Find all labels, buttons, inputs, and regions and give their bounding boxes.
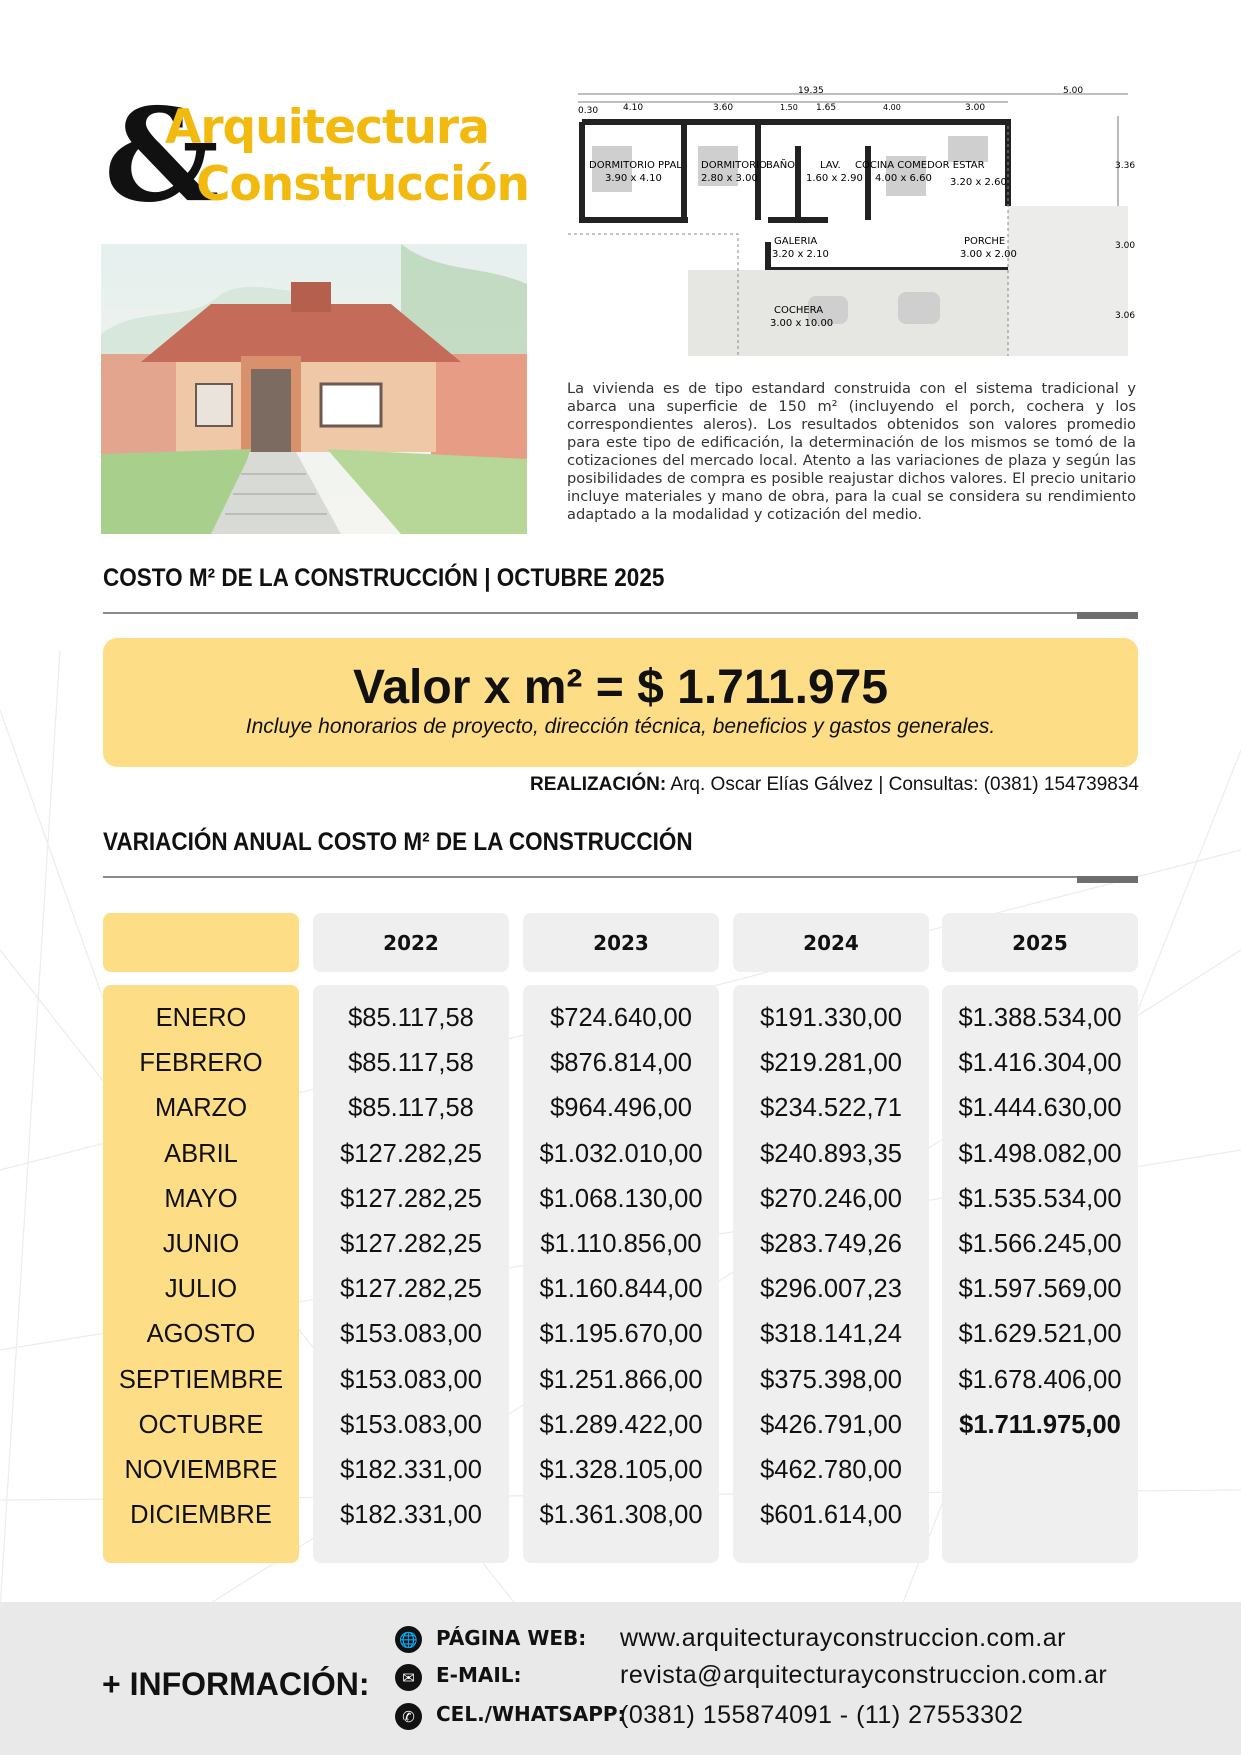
annual-table-rule: [103, 876, 1138, 878]
room-porche-size: 3.00 x 2.00: [960, 249, 1017, 260]
room-cocina-size: 4.00 x 6.60: [875, 173, 932, 184]
table-cell: $191.330,00: [760, 1004, 902, 1032]
plan-dim-1: 0.30: [578, 106, 599, 116]
table-cell: $1.566.245,00: [958, 1230, 1122, 1258]
room-extra-size: 3.20 x 2.60: [950, 177, 1007, 188]
table-cell: $876.814,00: [550, 1049, 692, 1078]
table-cell: $270.246,00: [760, 1184, 902, 1213]
plan-dim-7: 3.00: [965, 103, 986, 113]
footer-title: + INFORMACIÓN:: [102, 1666, 370, 1702]
table-cell: $153.083,00: [340, 1320, 482, 1349]
plan-dim-6: 4.00: [883, 103, 901, 112]
value-note: Incluye honorarios de proyecto, dirección técnica, beneficios y gastos generales.: [245, 715, 996, 738]
plan-dim-side-1: 3.36: [1115, 161, 1136, 171]
month-label: ENERO: [155, 1004, 247, 1032]
table-cell: $375.398,00: [760, 1365, 902, 1394]
table-cell: $153.083,00: [340, 1410, 482, 1439]
plan-dim-2: 4.10: [623, 103, 644, 113]
cost-section-rule: [103, 612, 1138, 614]
plan-dim-5: 1.65: [816, 103, 837, 113]
table-cell: $182.331,00: [340, 1456, 482, 1484]
table-cell: $1.498.082,00: [958, 1139, 1122, 1168]
table-cell: $1.251.866,00: [539, 1365, 703, 1394]
plan-dim-side-2: 3.00: [1115, 241, 1136, 251]
month-label: OCTUBRE: [138, 1410, 264, 1439]
footer: [0, 1602, 1241, 1755]
table-header-2022: 2022: [313, 913, 509, 972]
room-dormitorio-size: 2.80 x 3.00: [701, 173, 758, 184]
whatsapp-icon: ✆: [395, 1703, 422, 1730]
phone-label: CEL./WHATSAPP:: [436, 1702, 626, 1726]
table-cell: $127.282,25: [340, 1184, 482, 1213]
table-cell: $85.117,58: [348, 1094, 474, 1123]
room-cochera-size: 3.00 x 10.00: [770, 318, 834, 329]
year-2025-column: [942, 985, 1138, 1563]
months-column: [103, 985, 299, 1563]
table-cell: $1.328.105,00: [539, 1456, 703, 1484]
year-2023-column: [523, 985, 719, 1563]
logo-word-construccion: Construcción: [196, 157, 529, 212]
room-cocina: COCINA COMEDOR ESTAR: [855, 160, 985, 171]
table-cell: $182.331,00: [340, 1501, 482, 1530]
table-header-2023: 2023: [523, 913, 719, 972]
house-description: La vivienda es de tipo estandard construida con el sistema tradicional y abarca una superficie de 150 m² (incluyendo el porch, cochera y los correspondientes aleros). Los resultados obtenidos son valores promedio para este tipo de edificación, la determinación de los mismos se tomó de la cotizaciones del mercado local. Atento a las variaciones de plaza y según las posibilidades de compra es posible reajustar dichos valores. El precio unitario incluye materiales y mano de obra, para la cual se considera su rendimiento adaptado a la modalidad y cotización del medio.: [567, 380, 1136, 523]
floor-plan-diagram: [568, 86, 1136, 358]
web-label: PÁGINA WEB:: [436, 1626, 587, 1650]
table-cell: $1.678.406,00: [958, 1365, 1122, 1394]
email-link[interactable]: revista@arquitecturayconstruccion.com.ar: [620, 1661, 1108, 1689]
month-label: SEPTIEMBRE: [118, 1365, 284, 1394]
table-cell: $234.522,71: [760, 1094, 902, 1123]
year-2022-column: [313, 985, 509, 1563]
table-cell: $296.007,23: [760, 1275, 902, 1304]
table-cell: $462.780,00: [760, 1456, 902, 1484]
realizacion-line: [530, 774, 1139, 796]
room-bano-size: 1.60 x 2.90: [806, 173, 863, 184]
month-label: JULIO: [164, 1275, 238, 1304]
table-cell: $1.535.534,00: [958, 1184, 1122, 1213]
email-label: E-MAIL:: [436, 1663, 522, 1687]
table-cell: $240.893,35: [760, 1139, 902, 1168]
month-label: AGOSTO: [146, 1320, 256, 1349]
table-cell: $219.281,00: [760, 1049, 902, 1078]
plan-dim-4: 1.50: [780, 103, 798, 112]
cost-section-rule-tab: [1077, 612, 1138, 619]
plan-dim-total: 19.35: [798, 86, 824, 96]
month-label: JUNIO: [162, 1230, 240, 1258]
plan-dim-3: 3.60: [713, 103, 734, 113]
room-galeria: GALERIA: [774, 236, 818, 247]
table-cell: $1.629.521,00: [958, 1320, 1122, 1349]
realizacion-text: Arq. Oscar Elías Gálvez | Consultas: (0381) 154739834: [670, 774, 1139, 795]
room-cochera: COCHERA: [774, 305, 824, 316]
table-cell: $426.791,00: [760, 1410, 902, 1439]
month-label: NOVIEMBRE: [124, 1456, 278, 1484]
annual-table-title: VARIACIÓN ANUAL COSTO M² DE LA CONSTRUCCIÓN: [103, 828, 693, 856]
month-label: ABRIL: [164, 1139, 238, 1168]
annual-table-rule-tab: [1077, 876, 1138, 883]
logo-word-arquitectura: Arquitectura: [165, 100, 489, 155]
month-label: DICIEMBRE: [130, 1501, 272, 1530]
table-cell: $1.195.670,00: [539, 1320, 703, 1349]
email-icon: ✉: [395, 1664, 422, 1691]
month-label: MARZO: [154, 1094, 248, 1123]
table-cell: $318.141,24: [760, 1320, 902, 1349]
table-header-2024: 2024: [733, 913, 929, 972]
table-cell: $283.749,26: [760, 1230, 902, 1258]
table-cell: $127.282,25: [340, 1275, 482, 1304]
table-cell: $1.068.130,00: [539, 1184, 703, 1213]
realizacion-label: REALIZACIÓN:: [530, 774, 667, 795]
phone-value[interactable]: (0381) 155874091 - (11) 27553302: [620, 1701, 1024, 1729]
month-label: FEBRERO: [139, 1049, 263, 1078]
table-cell: $1.444.630,00: [958, 1094, 1122, 1123]
table-header-2025: 2025: [942, 913, 1138, 972]
table-cell: $85.117,58: [348, 1049, 474, 1078]
table-header-blank: [103, 913, 299, 972]
table-cell: $964.496,00: [550, 1094, 692, 1123]
room-lav: LAV.: [820, 160, 841, 171]
table-cell: $127.282,25: [340, 1139, 482, 1168]
cost-section-title: COSTO M² DE LA CONSTRUCCIÓN | OCTUBRE 2025: [103, 564, 665, 592]
table-cell: $127.282,25: [340, 1230, 482, 1258]
table-cell: $724.640,00: [550, 1004, 692, 1032]
table-cell: $153.083,00: [340, 1365, 482, 1394]
table-cell: $1.388.534,00: [958, 1004, 1122, 1032]
web-link[interactable]: www.arquitecturayconstruccion.com.ar: [620, 1624, 1066, 1652]
table-cell: $1.711.975,00: [959, 1410, 1121, 1439]
month-label: MAYO: [164, 1184, 238, 1213]
plan-dim-side-3: 3.06: [1115, 311, 1136, 321]
plan-dim-porch: 5.00: [1063, 86, 1084, 96]
room-dormitorio-ppal-size: 3.90 x 4.10: [605, 173, 662, 184]
value-highlight-box: [103, 638, 1138, 767]
room-bano: BAÑO: [766, 160, 796, 171]
room-dormitorio: DORMITORIO: [701, 160, 767, 171]
table-cell: $1.289.422,00: [539, 1410, 703, 1439]
table-cell: $1.361.308,00: [539, 1501, 703, 1530]
house-sketch-illustration: [101, 244, 527, 534]
table-cell: $1.110.856,00: [540, 1230, 702, 1258]
globe-icon: 🌐: [395, 1626, 422, 1653]
room-dormitorio-ppal: DORMITORIO PPAL: [589, 160, 682, 171]
year-2024-column: [733, 985, 929, 1563]
logo-ampersand: &: [104, 81, 216, 231]
room-galeria-size: 3.20 x 2.10: [772, 249, 829, 260]
room-porche: PORCHE: [964, 236, 1006, 247]
table-cell: $1.032.010,00: [539, 1139, 703, 1168]
table-cell: $601.614,00: [760, 1501, 902, 1530]
table-cell: $1.597.569,00: [958, 1275, 1122, 1304]
table-cell: $1.160.844,00: [539, 1275, 703, 1304]
table-cell: $85.117,58: [348, 1004, 474, 1032]
table-cell: $1.416.304,00: [958, 1049, 1122, 1078]
value-per-m2: Valor x m² = $ 1.711.975: [352, 661, 889, 714]
